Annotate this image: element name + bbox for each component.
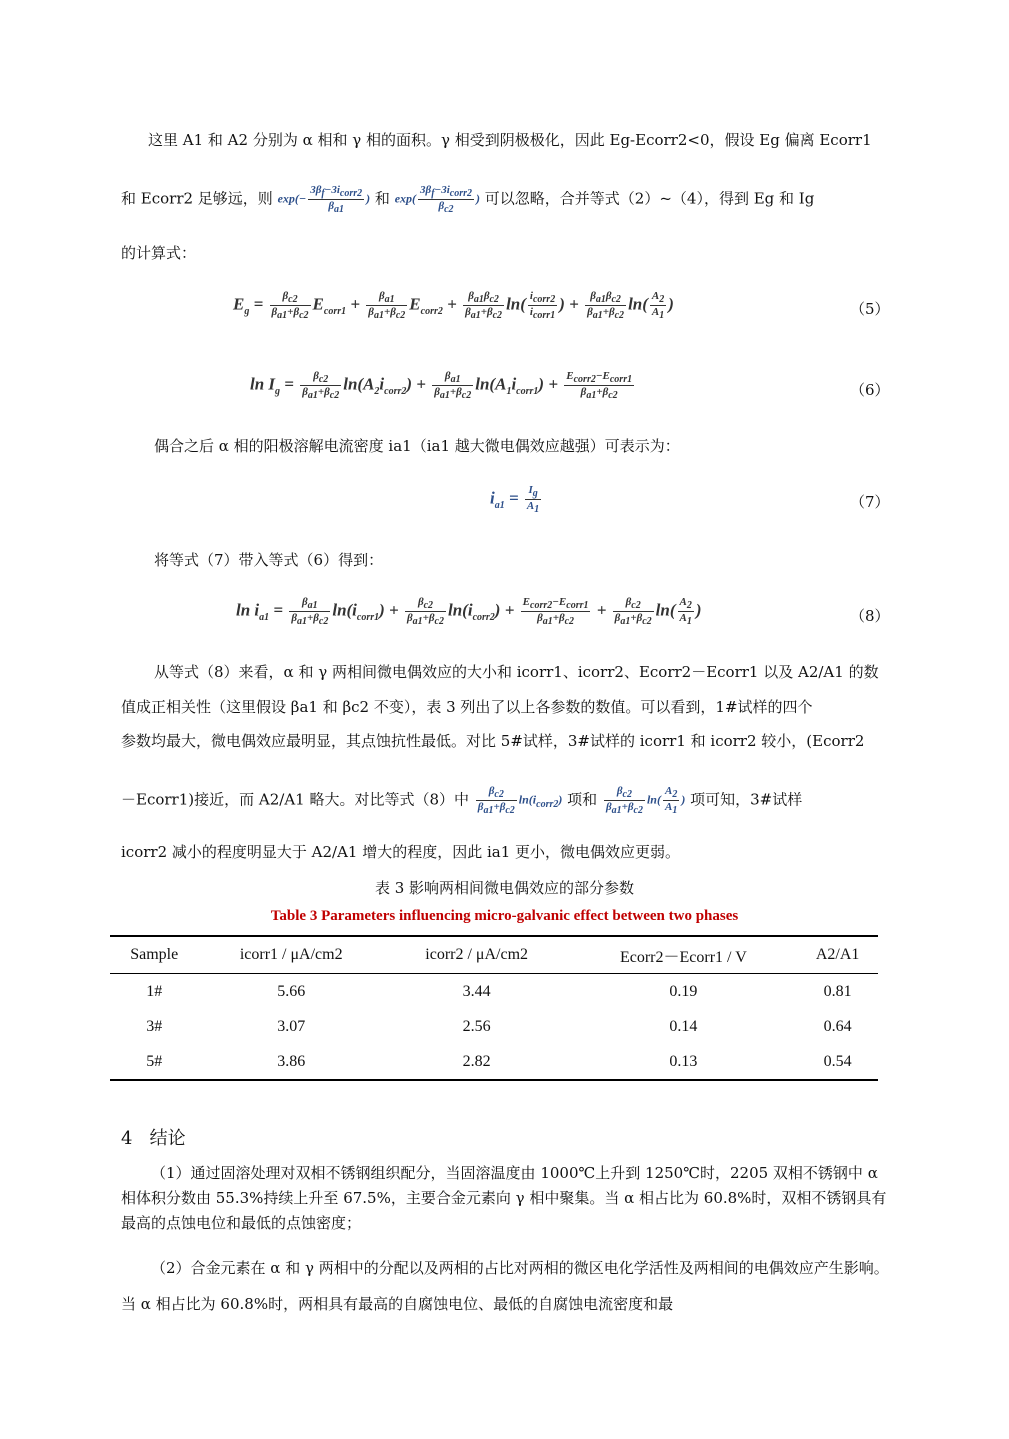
table-cell: 5.66 — [277, 982, 306, 1000]
table-cell: 1# — [146, 982, 163, 1000]
para4-line4 — [121, 785, 802, 816]
table-cell: 0.19 — [669, 982, 698, 1000]
table-header-row — [110, 936, 878, 974]
conclusion-1: （1）通过固溶处理对双相不锈钢组织配分，当固溶温度由 1000℃上升到 1250℃时，2205 双相不锈钢中 α 相体积分数由 55.3%持续上升至 67.5%，主要合金元素向 γ 相中聚集。当 α 相占比为 60.8%时，双相不锈钢具有最高的点蚀电位和最低的点蚀密度； — [121, 1164, 887, 1232]
table-caption-cn: 表 3 影响两相间微电偶效应的部分参数 — [374, 879, 635, 897]
table-cell: 0.54 — [797, 1044, 878, 1080]
para4-line1: 从等式（8）来看，α 和 γ 两相间微电偶效应的大小和 icorr1、icorr2、Ecorr2－Ecorr1 以及 A2/A1 的数 — [154, 663, 879, 681]
para4-line4-c: 项可知，3#试样 — [690, 790, 803, 809]
table-cell: 0.14 — [669, 1017, 698, 1035]
eq8-term-icorr2: $\frac{\beta_{c2}}{\beta_{a1}+\beta_{c2}}$ $\ln(i_{corr2})$ — [477, 785, 563, 817]
para4-line5: icorr2 减小的程度明显大于 A2/A1 增大的程度，因此 ia1 更小，微电偶效应更弱。 — [121, 843, 681, 861]
table-header-cell: icorr1 / μA/cm2 — [198, 936, 383, 974]
table-caption-en: Table 3 Parameters influencing micro-galvanic effect between two phases — [270, 908, 739, 924]
conclusion-2: （2）合金元素在 α 和 γ 两相中的分配以及两相的占比对两相的微区电化学活性及两相间的电偶效应产生影响。当 α 相占比为 60.8%时，两相具有最高的自腐蚀电位、最低的自腐蚀电流密度和最 — [121, 1259, 889, 1313]
table-cell: 3.07 — [277, 1017, 306, 1035]
table-cell: 0.13 — [569, 1044, 797, 1080]
table-header-cell: Ecorr2－Ecorr1 / V — [569, 936, 797, 974]
exp-term-2: exp( $\frac{3\beta_f-3i_{corr2}}{\beta_{c2}}$ ) — [394, 184, 480, 216]
table-cell: 3# — [146, 1017, 163, 1035]
section-title: 结论 — [149, 1128, 186, 1149]
table-cell: 2.56 — [462, 1017, 491, 1035]
table-header-cell: icorr2 / μA/cm2 — [384, 936, 569, 974]
equation-7: $i_{a1}$ = $\frac{I_g}{A_1}$ — [490, 484, 540, 516]
para1-line2-a: 和 Ecorr2 足够远，则 — [121, 189, 273, 208]
para4-line3: 参数均最大，微电偶效应最明显，其点蚀抗性最低。对比 5#试样，3#试样的 icorr1 和 icorr2 较小，(Ecorr2 — [121, 732, 865, 750]
exp-term-1: exp(− $\frac{3\beta_f-3i_{corr2}}{\beta_{a1}}$ ) — [277, 184, 371, 216]
table-cell: 0.81 — [823, 982, 852, 1000]
eq8-number: （8） — [850, 607, 890, 625]
para3: 将等式（7）带入等式（6）得到： — [154, 551, 384, 569]
parameters-table — [110, 935, 878, 1081]
table-cell: 3.44 — [462, 982, 491, 1000]
table-row — [110, 974, 878, 1010]
equation-5: $E_g$ = $\frac{\beta_{c2}}{\beta_{a1}+\beta_{c2}}$ $E_{corr1}$ + $\frac{\beta_{a1}}{\beta_{a1}+\beta_{c2}}$ $E_{corr2}$ + $\frac{\beta_{a1}\beta_{c2}}{\beta_{a1}+\beta_{c2}}$ ln( $\frac{i_{corr2}}{i_{corr1}}$ ) + $\frac{\beta_{a1}\beta_{c2}}{\beta_{a1}+\beta_{c2}}$ ln( $\frac{A_2}{A_1}$ ) — [233, 290, 674, 322]
table-row — [110, 1009, 878, 1044]
equation-8: $\ln i_{a1}$ = $\frac{\beta_{a1}}{\beta_{a1}+\beta_{c2}}$ $\ln(i_{corr1})$ + $\frac{\beta_{c2}}{\beta_{a1}+\beta_{c2}}$ $\ln(i_{corr2})$ + $\frac{E_{corr2}-E_{corr1}}{\beta_{a1}+\beta_{c2}}$ + $\frac{\beta_{c2}}{\beta_{a1}+\beta_{c2}}$ ln( $\frac{A_2}{A_1}$ ) — [236, 596, 702, 628]
table-cell: 0.64 — [823, 1017, 852, 1035]
table-cell: 2.82 — [384, 1044, 569, 1080]
table-header-cell: Sample — [110, 936, 198, 974]
para1-line2-b: 可以忽略，合并等式（2）~（4），得到 Eg 和 Ig — [484, 189, 815, 208]
table-header-cell: A2/A1 — [797, 936, 878, 974]
table-cell: 3.86 — [198, 1044, 383, 1080]
table-row — [110, 1044, 878, 1080]
eq6-number: （6） — [850, 381, 890, 399]
section-heading — [121, 1124, 186, 1150]
para1-line2-and: 和 — [374, 189, 390, 208]
table-cell: 5# — [110, 1044, 198, 1080]
para4-line4-b: 项和 — [567, 790, 598, 809]
para1-line3: 的计算式： — [121, 244, 197, 262]
para1-line1: 这里 A1 和 A2 分别为 α 相和 γ 相的面积。γ 相受到阴极极化，因此 Eg-Ecorr2<0，假设 Eg 偏离 Ecorr1 — [148, 131, 872, 149]
eq7-number: （7） — [850, 493, 890, 511]
eq8-term-area: $\frac{\beta_{c2}}{\beta_{a1}+\beta_{c2}}$ ln( $\frac{A_2}{A_1}$ ) — [605, 785, 686, 817]
para4-line4-a: －Ecorr1)接近，而 A2/A1 略大。对比等式（8）中 — [121, 790, 470, 809]
equation-6: $\ln I_g$ = $\frac{\beta_{c2}}{\beta_{a1}+\beta_{c2}}$ $\ln(A_2i_{corr2})$ + $\frac{\beta_{a1}}{\beta_{a1}+\beta_{c2}}$ $\ln(A_1i_{corr1})$ + $\frac{E_{corr2}-E_{corr1}}{\beta_{a1}+\beta_{c2}}$ — [250, 370, 633, 402]
para1-line2 — [121, 184, 814, 215]
para4-line2: 值成正相关性（这里假设 βa1 和 βc2 不变），表 3 列出了以上各参数的数值。可以看到，1#试样的四个 — [121, 698, 813, 716]
para2: 偶合之后 α 相的阳极溶解电流密度 ia1（ia1 越大微电偶效应越强）可表示为： — [154, 437, 680, 455]
eq5-number: （5） — [850, 300, 890, 318]
section-number: 4 — [121, 1128, 133, 1149]
